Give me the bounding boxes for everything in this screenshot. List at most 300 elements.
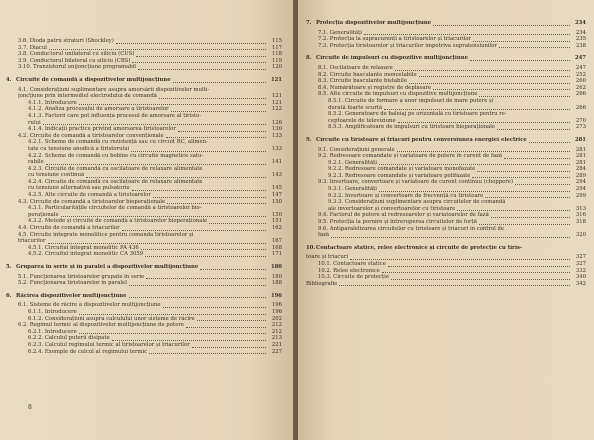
- toc-entry-text: 6.1.1. Introducere: [28, 308, 77, 315]
- toc-entry-title: [328, 173, 470, 180]
- toc-entry: [6, 205, 282, 212]
- toc-entry-title: [28, 139, 208, 146]
- chapter-number: 8.: [306, 55, 312, 62]
- toc-entry: [306, 212, 586, 219]
- toc-page-number: 234: [575, 29, 586, 36]
- dot-leader: [159, 95, 266, 99]
- left-page: [0, 0, 294, 440]
- chapter-number: 7.: [306, 20, 312, 26]
- toc-page-number: 294: [575, 179, 586, 186]
- toc-entry-text: rabile: [28, 159, 44, 166]
- dot-leader: [141, 246, 266, 250]
- toc-entry: [306, 232, 586, 239]
- toc-entry-text: joncțiune prin intermediul electrodului de comandă: [18, 93, 157, 100]
- toc-entry-text: 4.2.3. Circuite de comandă cu oscilatoare de relaxare alimentate: [28, 165, 203, 172]
- toc-entry-text: triacurilor: [18, 238, 46, 245]
- toc-entry-text: 3.10. Tranzistorul unijoncțiune programabil: [18, 64, 136, 71]
- toc-entry-title: [18, 133, 164, 140]
- dot-leader: [192, 344, 266, 348]
- toc-entry: [6, 192, 282, 199]
- dot-leader: [145, 253, 266, 257]
- dot-leader: [197, 317, 266, 321]
- toc-page-number: 320: [575, 232, 586, 239]
- toc-chapter: [306, 245, 586, 252]
- toc-entry-text: Circuite de impulsuri cu dispozitive multijoncțiune: [316, 55, 468, 62]
- toc-entry-title: [18, 64, 136, 71]
- toc-entry-title: [28, 192, 151, 199]
- toc-entry: [6, 106, 282, 113]
- dot-leader: [49, 46, 266, 50]
- toc-entry-title: [28, 126, 176, 133]
- dot-leader: [433, 22, 570, 26]
- toc-page-number: 126: [271, 119, 282, 126]
- toc-entry-title: [328, 111, 507, 118]
- dot-leader: [515, 181, 570, 185]
- toc-entry-title: [28, 159, 44, 166]
- toc-entry-text: 8.4. Numărătoare și registre de deplasare: [318, 84, 432, 91]
- toc-entry-title: [328, 105, 382, 112]
- toc-entry-text: 10.1. Contactoare statice: [318, 261, 386, 267]
- toc-entry: [6, 51, 282, 58]
- toc-entry-text: 4.1.4. Indicații practice privind amorsarea tiristoarelor: [28, 126, 176, 133]
- toc-entry-title: [18, 38, 114, 45]
- dot-leader: [504, 155, 570, 159]
- toc-entry-title: [18, 232, 193, 239]
- toc-entry-title: [28, 185, 130, 192]
- toc-entry-text: 9.3.3. Considerațiuni suplimentare asupra circuitelor de comandă: [328, 199, 506, 206]
- dot-leader: [138, 66, 266, 70]
- dot-leader: [384, 106, 570, 110]
- toc-entry: [6, 159, 282, 166]
- dot-leader: [397, 148, 570, 152]
- toc-page-number: 227: [271, 348, 282, 355]
- toc-entry-text: Răcirea dispozitivelor multijoncțiune: [16, 292, 127, 299]
- toc-entry: [306, 72, 586, 79]
- toc-entry-text: cu tensiune continuă: [28, 172, 85, 179]
- toc-entry: [6, 342, 282, 349]
- toc-page-number: 117: [271, 44, 282, 51]
- toc-entry: [306, 91, 586, 98]
- dot-leader: [209, 220, 266, 224]
- toc-entry-text: 6.2.2. Calculul puterii disipate: [28, 335, 110, 342]
- toc-entry: [306, 124, 586, 131]
- toc-entry-text: Contactoare statice, relee electronice și circuite de protecție cu tiris-: [316, 244, 523, 251]
- chapter-number: 6.: [6, 292, 12, 299]
- toc-entry-text: 4.2. Circuite de comandă a tiristoarelor convenționale: [18, 132, 164, 139]
- toc-entry: [306, 268, 586, 275]
- toc-entry-title: [318, 36, 471, 43]
- toc-entry: [6, 309, 282, 316]
- toc-chapter: [306, 137, 586, 144]
- page-number: 8: [28, 404, 32, 411]
- toc-entry-title: [18, 280, 127, 287]
- dot-leader: [499, 44, 570, 48]
- toc-entry-title: [18, 87, 209, 94]
- dot-leader: [391, 276, 570, 280]
- toc-page-number: 281: [575, 146, 586, 153]
- toc-page-number: 281: [574, 136, 586, 143]
- toc-page-number: 151: [271, 218, 282, 225]
- toc-entry-text: cu tensiune alternativă sau pulsatorie: [28, 185, 130, 192]
- toc-entry-text: 7.2. Protecția la supracurenți a tiristoarelor și triacurilor: [318, 36, 472, 43]
- toc-entry-title: [318, 268, 380, 275]
- toc-entry-title: [328, 166, 475, 173]
- toc-entry-title: [28, 335, 110, 342]
- toc-entry-title: [28, 212, 59, 219]
- toc-entry-text: 9.1. Considerațiuni generale: [318, 146, 395, 153]
- toc-chapter: [306, 55, 586, 62]
- toc-entry-title: [28, 245, 139, 252]
- toc-entry-text: 6.1.2. Considerațiuni asupra calculului unor sisteme de răcire: [28, 315, 195, 322]
- toc-entry: [306, 274, 586, 281]
- toc-entry-text: 9.6. Antiparalelizarea circuitelor cu tiristoare și triacuri în control de: [318, 225, 505, 232]
- toc-entry-text: 9.2.3. Redresoare comandate și variatoare polifazate: [328, 172, 471, 179]
- toc-page-number: 145: [271, 185, 282, 192]
- toc-entry-title: [28, 166, 203, 173]
- toc-entry: [6, 64, 282, 71]
- toc-entry-title: [318, 212, 489, 219]
- toc-entry-text: 4.2.4. Circuite de comandă cu oscilatoare de relaxare alimentate: [28, 178, 203, 185]
- toc-entry-title: [318, 30, 362, 37]
- toc-entry: [306, 160, 586, 167]
- toc-entry-title: [328, 98, 493, 105]
- toc-page-number: 289: [575, 172, 586, 179]
- dot-leader: [379, 188, 570, 192]
- toc-entry: [6, 199, 282, 206]
- toc-entry-text: rului: [28, 119, 41, 126]
- dot-leader: [470, 57, 570, 61]
- dot-leader: [116, 40, 266, 44]
- toc-entry-title: [306, 245, 522, 252]
- toc-entry-text: 3.9. Conductorul bilateral cu siliciu (CBS): [18, 57, 131, 64]
- toc-entry-title: [328, 206, 455, 213]
- toc-entry-title: [28, 179, 203, 186]
- toc-entry-text: 3.8. Conductorul unilateral cu siliciu (CUS): [18, 51, 135, 58]
- toc-page-number: 119: [271, 57, 282, 64]
- chapter-number: 5.: [6, 264, 12, 270]
- toc-page-number: 202: [271, 315, 282, 322]
- dot-leader: [200, 266, 266, 270]
- toc-entry-title: [318, 226, 504, 233]
- toc-entry-text: peraționale: [28, 211, 59, 218]
- toc-entry: [6, 113, 282, 120]
- toc-page-number: 121: [270, 76, 282, 83]
- toc-page-number: 252: [575, 71, 586, 78]
- dot-leader: [46, 161, 266, 165]
- toc-entry-title: [328, 118, 396, 125]
- toc-page-number: 115: [271, 38, 282, 44]
- toc-page-number: 342: [575, 280, 586, 287]
- toc-page-number: 327: [575, 254, 586, 261]
- toc-entry-title: [318, 261, 386, 268]
- toc-entry: [306, 111, 586, 118]
- toc-entry-title: [318, 179, 513, 186]
- toc-entry-title: [18, 322, 184, 329]
- dot-leader: [350, 256, 570, 260]
- toc-entry-text: 4.5.2. Circuitul integrat monolitic CA 3059: [28, 251, 144, 258]
- toc-entry-title: [18, 93, 157, 100]
- toc-entry-title: [28, 172, 84, 179]
- dot-leader: [379, 161, 570, 165]
- toc-page-number: 120: [271, 64, 282, 71]
- toc-entry: [306, 219, 586, 226]
- toc-entry-title: [306, 254, 348, 261]
- toc-entry: [306, 199, 586, 206]
- toc-entry-title: [18, 302, 161, 309]
- toc-entry-text: 4.4. Circuite de comandă a triacurilor: [18, 225, 120, 232]
- toc-entry: [6, 316, 282, 323]
- dot-leader: [364, 31, 570, 35]
- dot-leader: [79, 330, 266, 334]
- dot-leader: [149, 350, 266, 354]
- toc-entry-title: [28, 113, 201, 120]
- toc-page-number: 340: [575, 274, 586, 281]
- toc-entry-text: 8.2. Circuite basculante monostabile: [318, 71, 417, 78]
- toc-entry: [6, 232, 282, 239]
- toc-entry: [6, 139, 282, 146]
- toc-entry-text: Circuite cu tiristoare și triacuri pentru conversiunea energiei electrice: [316, 136, 527, 143]
- toc-entry-title: [28, 106, 169, 113]
- toc-entry-text: 4.3.2. Metode și circuite de comandă a tiristoarelor bioperaționale: [28, 218, 208, 225]
- toc-entry-text: 6.2.4. Exemple de calcul al regimului termic: [28, 348, 148, 355]
- toc-page-number: 141: [271, 159, 282, 166]
- toc-entry-text: 6.2.3. Calculul regimului termic al tiristoarelor și triacurilor: [28, 341, 190, 348]
- dot-leader: [79, 101, 266, 105]
- toc-entry-title: [328, 160, 377, 167]
- toc-chapter: [6, 77, 282, 84]
- toc-entry-title: [318, 91, 477, 98]
- toc-chapter: [306, 20, 586, 27]
- toc-entry-text: 9.4. Factorul de putere al redresoarelor și variatoarelor de fază: [318, 212, 489, 219]
- toc-entry: [6, 146, 282, 153]
- toc-entry: [306, 30, 586, 37]
- toc-entry-text: 4.2.5. Alte circuite de comandă a tiristoarelor: [28, 192, 151, 199]
- toc-entry-title: [306, 281, 337, 288]
- dot-leader: [433, 86, 570, 90]
- toc-page-number: 327: [575, 261, 586, 267]
- dot-leader: [167, 200, 266, 204]
- toc-page-number: 299: [575, 192, 586, 199]
- toc-entry-text: 4.1.3. Factorii care pot influența procesul de amorsare al tiristo-: [28, 112, 202, 119]
- toc-page-number: 122: [271, 106, 282, 113]
- toc-entry: [306, 193, 586, 200]
- dot-leader: [136, 53, 266, 57]
- toc-entry-text: 5.2. Funcționarea tiristoarelor în paralel: [18, 280, 127, 287]
- toc-entry-text: 5.1. Funcționarea tiristoarelor grupate în serie: [18, 273, 145, 280]
- dot-leader: [395, 67, 570, 71]
- dot-leader: [131, 148, 266, 152]
- toc-page-number: 284: [575, 166, 586, 173]
- dot-leader: [48, 240, 266, 244]
- dot-leader: [382, 269, 570, 273]
- dot-leader: [173, 79, 266, 83]
- toc-entry-title: [18, 51, 134, 58]
- toc-entry: [306, 226, 586, 233]
- toc-entry-text: 4.1. Considerațiuni suplimentare asupra amorsării dispozitivelor multi-: [18, 86, 210, 93]
- dot-leader: [186, 324, 266, 328]
- dot-leader: [409, 80, 570, 84]
- toc-entry: [306, 85, 586, 92]
- toc-page-number: 147: [271, 192, 282, 199]
- toc-page-number: 247: [574, 55, 586, 62]
- toc-entry-text: fază: [318, 232, 330, 239]
- toc-entry: [6, 185, 282, 192]
- toc-page-number: 196: [270, 292, 282, 299]
- toc-entry-title: [28, 218, 207, 225]
- dot-leader: [331, 234, 570, 238]
- toc-entry: [306, 179, 586, 186]
- toc-page-number: 213: [271, 335, 282, 342]
- toc-entry-title: [318, 65, 393, 72]
- toc-entry-text: 10.2. Relee electronice: [318, 267, 380, 274]
- dot-leader: [132, 187, 266, 191]
- toc-page-number: 150: [271, 198, 282, 205]
- toc-entry: [6, 100, 282, 107]
- toc-entry-text: 4.3.1. Particularitățile circuitelor de comandă a tiristoarelor bio-: [28, 205, 202, 212]
- toc-page-number: 167: [271, 238, 282, 245]
- toc-page-number: 273: [575, 124, 586, 131]
- toc-entry-text: 4.5.1. Circuitul integrat monolitic PA 436: [28, 244, 139, 251]
- toc-entry: [306, 105, 586, 112]
- toc-entry-title: [318, 78, 407, 85]
- toc-entry-title: [318, 85, 431, 92]
- dot-leader: [166, 134, 266, 138]
- dot-leader: [129, 282, 266, 286]
- toc-page-number: 266: [575, 91, 586, 98]
- toc-entry-text: 8.5.1. Circuite de formare a unor impulsuri de mare putere și: [328, 97, 494, 104]
- dot-leader: [485, 194, 570, 198]
- dot-leader: [398, 119, 570, 123]
- toc-entry: [6, 245, 282, 252]
- toc-entry: [306, 206, 586, 213]
- toc-entry-title: [318, 219, 477, 226]
- toc-entry-title: [318, 147, 395, 154]
- toc-entry-text: ceptoarele de televiziune: [328, 117, 396, 124]
- dot-leader: [122, 227, 266, 231]
- dot-leader: [112, 337, 266, 341]
- toc-entry-text: toare și triacuri: [306, 254, 349, 261]
- toc-entry: [6, 38, 282, 45]
- toc-page-number: 130: [271, 126, 282, 133]
- toc-entry: [6, 218, 282, 225]
- toc-entry-text: tate cu tensiune anodică a tiristorului: [28, 145, 130, 152]
- toc-entry-title: [328, 199, 505, 206]
- toc-entry-text: 7.3. Protecția tiristoarelor și triacurilor împotriva supratensiunilor: [318, 42, 498, 49]
- toc-entry: [6, 335, 282, 342]
- toc-page-number: 180: [271, 273, 282, 280]
- toc-entry-text: ale invertoarelor și convertoarelor cu tiristoare: [328, 205, 456, 212]
- toc-entry-text: 8.3. Circuite basculante bistabile: [318, 78, 407, 85]
- toc-page-number: 143: [271, 172, 282, 179]
- toc-entry-text: 6.2. Regimul termic al dispozitivelor multijoncțiune de putere: [18, 322, 184, 329]
- toc-page-number: 133: [271, 145, 282, 152]
- dot-leader: [129, 294, 266, 298]
- toc-entry-title: [318, 232, 329, 239]
- toc-entry-text: 4.5. Circuite integrate monolitice pentru comanda tiristoarelor și: [18, 231, 194, 238]
- toc-entry-text: 8.5. Alte circuite de impulsuri cu dispozitive multijoncțiune: [318, 91, 478, 98]
- toc-entry: [6, 251, 282, 258]
- toc-entry-text: 9.5. Protecția la pornire și întreruperea circuitelor de forță: [318, 219, 477, 226]
- toc-entry-text: 8.5.3. Amplificatoare de impulsuri cu tiristoare bioperaționale: [328, 124, 495, 131]
- toc-page-number: 180: [270, 264, 282, 270]
- dot-leader: [479, 93, 570, 97]
- dot-leader: [472, 174, 570, 178]
- toc-entry-title: [18, 58, 130, 65]
- toc-entry: [6, 172, 282, 179]
- toc-entry-title: [318, 43, 497, 50]
- toc-entry: [6, 93, 282, 100]
- toc-entry: [6, 179, 282, 186]
- toc-entry-title: [306, 20, 431, 27]
- toc-entry-title: [18, 199, 165, 206]
- toc-page-number: 171: [271, 251, 282, 258]
- toc-entry-title: [328, 124, 495, 131]
- toc-entry-title: [6, 77, 171, 84]
- dot-leader: [43, 121, 266, 125]
- dot-leader: [163, 304, 266, 308]
- toc-page-number: 247: [575, 64, 586, 71]
- toc-page-number: 121: [271, 93, 282, 100]
- toc-entry: [306, 147, 586, 154]
- toc-entry-text: 9.2.1. Generalități: [328, 159, 377, 166]
- toc-entry-text: 4.2.1. Scheme de comandă cu rezistență sau cu circuit RC, alimen-: [28, 139, 208, 146]
- dot-leader: [419, 73, 570, 77]
- toc-entry-title: [6, 293, 127, 300]
- dot-leader: [171, 108, 266, 112]
- toc-entry: [306, 78, 586, 85]
- dot-leader: [473, 38, 570, 42]
- toc-entry-text: 9.3.1. Generalități: [328, 186, 377, 193]
- toc-entry: [306, 173, 586, 180]
- toc-page-number: 212: [271, 322, 282, 329]
- toc-entry-title: [28, 100, 77, 107]
- dot-leader: [86, 174, 266, 178]
- toc-page-number: 212: [271, 328, 282, 335]
- toc-entry-text: 6.2.1. Introducere: [28, 328, 77, 335]
- toc-entry: [306, 153, 586, 160]
- dot-leader: [79, 311, 266, 315]
- dot-leader: [457, 207, 570, 211]
- toc-page-number: 196: [271, 302, 282, 309]
- toc-entry: [306, 118, 586, 125]
- toc-entry-text: 4.3. Circuite de comandă a tiristoarelor bioperaționale: [18, 198, 166, 205]
- toc-entry-title: [306, 55, 468, 62]
- toc-entry-text: Gruparea în serie și în paralel a dispozitivelor multijoncțiune: [16, 264, 199, 270]
- toc-left: [6, 38, 282, 355]
- toc-page-number: 281: [575, 159, 586, 166]
- toc-page-number: 235: [575, 36, 586, 43]
- chapter-number: 10.: [306, 244, 316, 251]
- toc-entry-title: [306, 137, 527, 144]
- toc-entry-text: Circuite de comandă a dispozitivelor multijoncțiune: [16, 76, 171, 83]
- toc-entry-text: 3.7. Diacul: [18, 44, 47, 51]
- toc-entry-text: Protecția dispozitivelor multijoncțiune: [316, 20, 432, 26]
- toc-entry: [6, 280, 282, 287]
- toc-page-number: 318: [575, 219, 586, 226]
- toc-entry: [306, 261, 586, 268]
- toc-entry-text: 7.1. Generalități: [318, 29, 362, 36]
- dot-leader: [529, 139, 570, 143]
- toc-page-number: 316: [575, 212, 586, 219]
- dot-leader: [146, 275, 266, 279]
- toc-entry-text: 4.1.1. Introducere: [28, 99, 77, 106]
- toc-entry: [6, 166, 282, 173]
- toc-entry-text: 4.2.2. Scheme de comandă cu bobine cu circuite magnetice satu-: [28, 152, 204, 159]
- dot-leader: [497, 126, 570, 130]
- dot-leader: [61, 213, 266, 217]
- toc-page-number: 266: [575, 104, 586, 111]
- toc-entry: [6, 329, 282, 336]
